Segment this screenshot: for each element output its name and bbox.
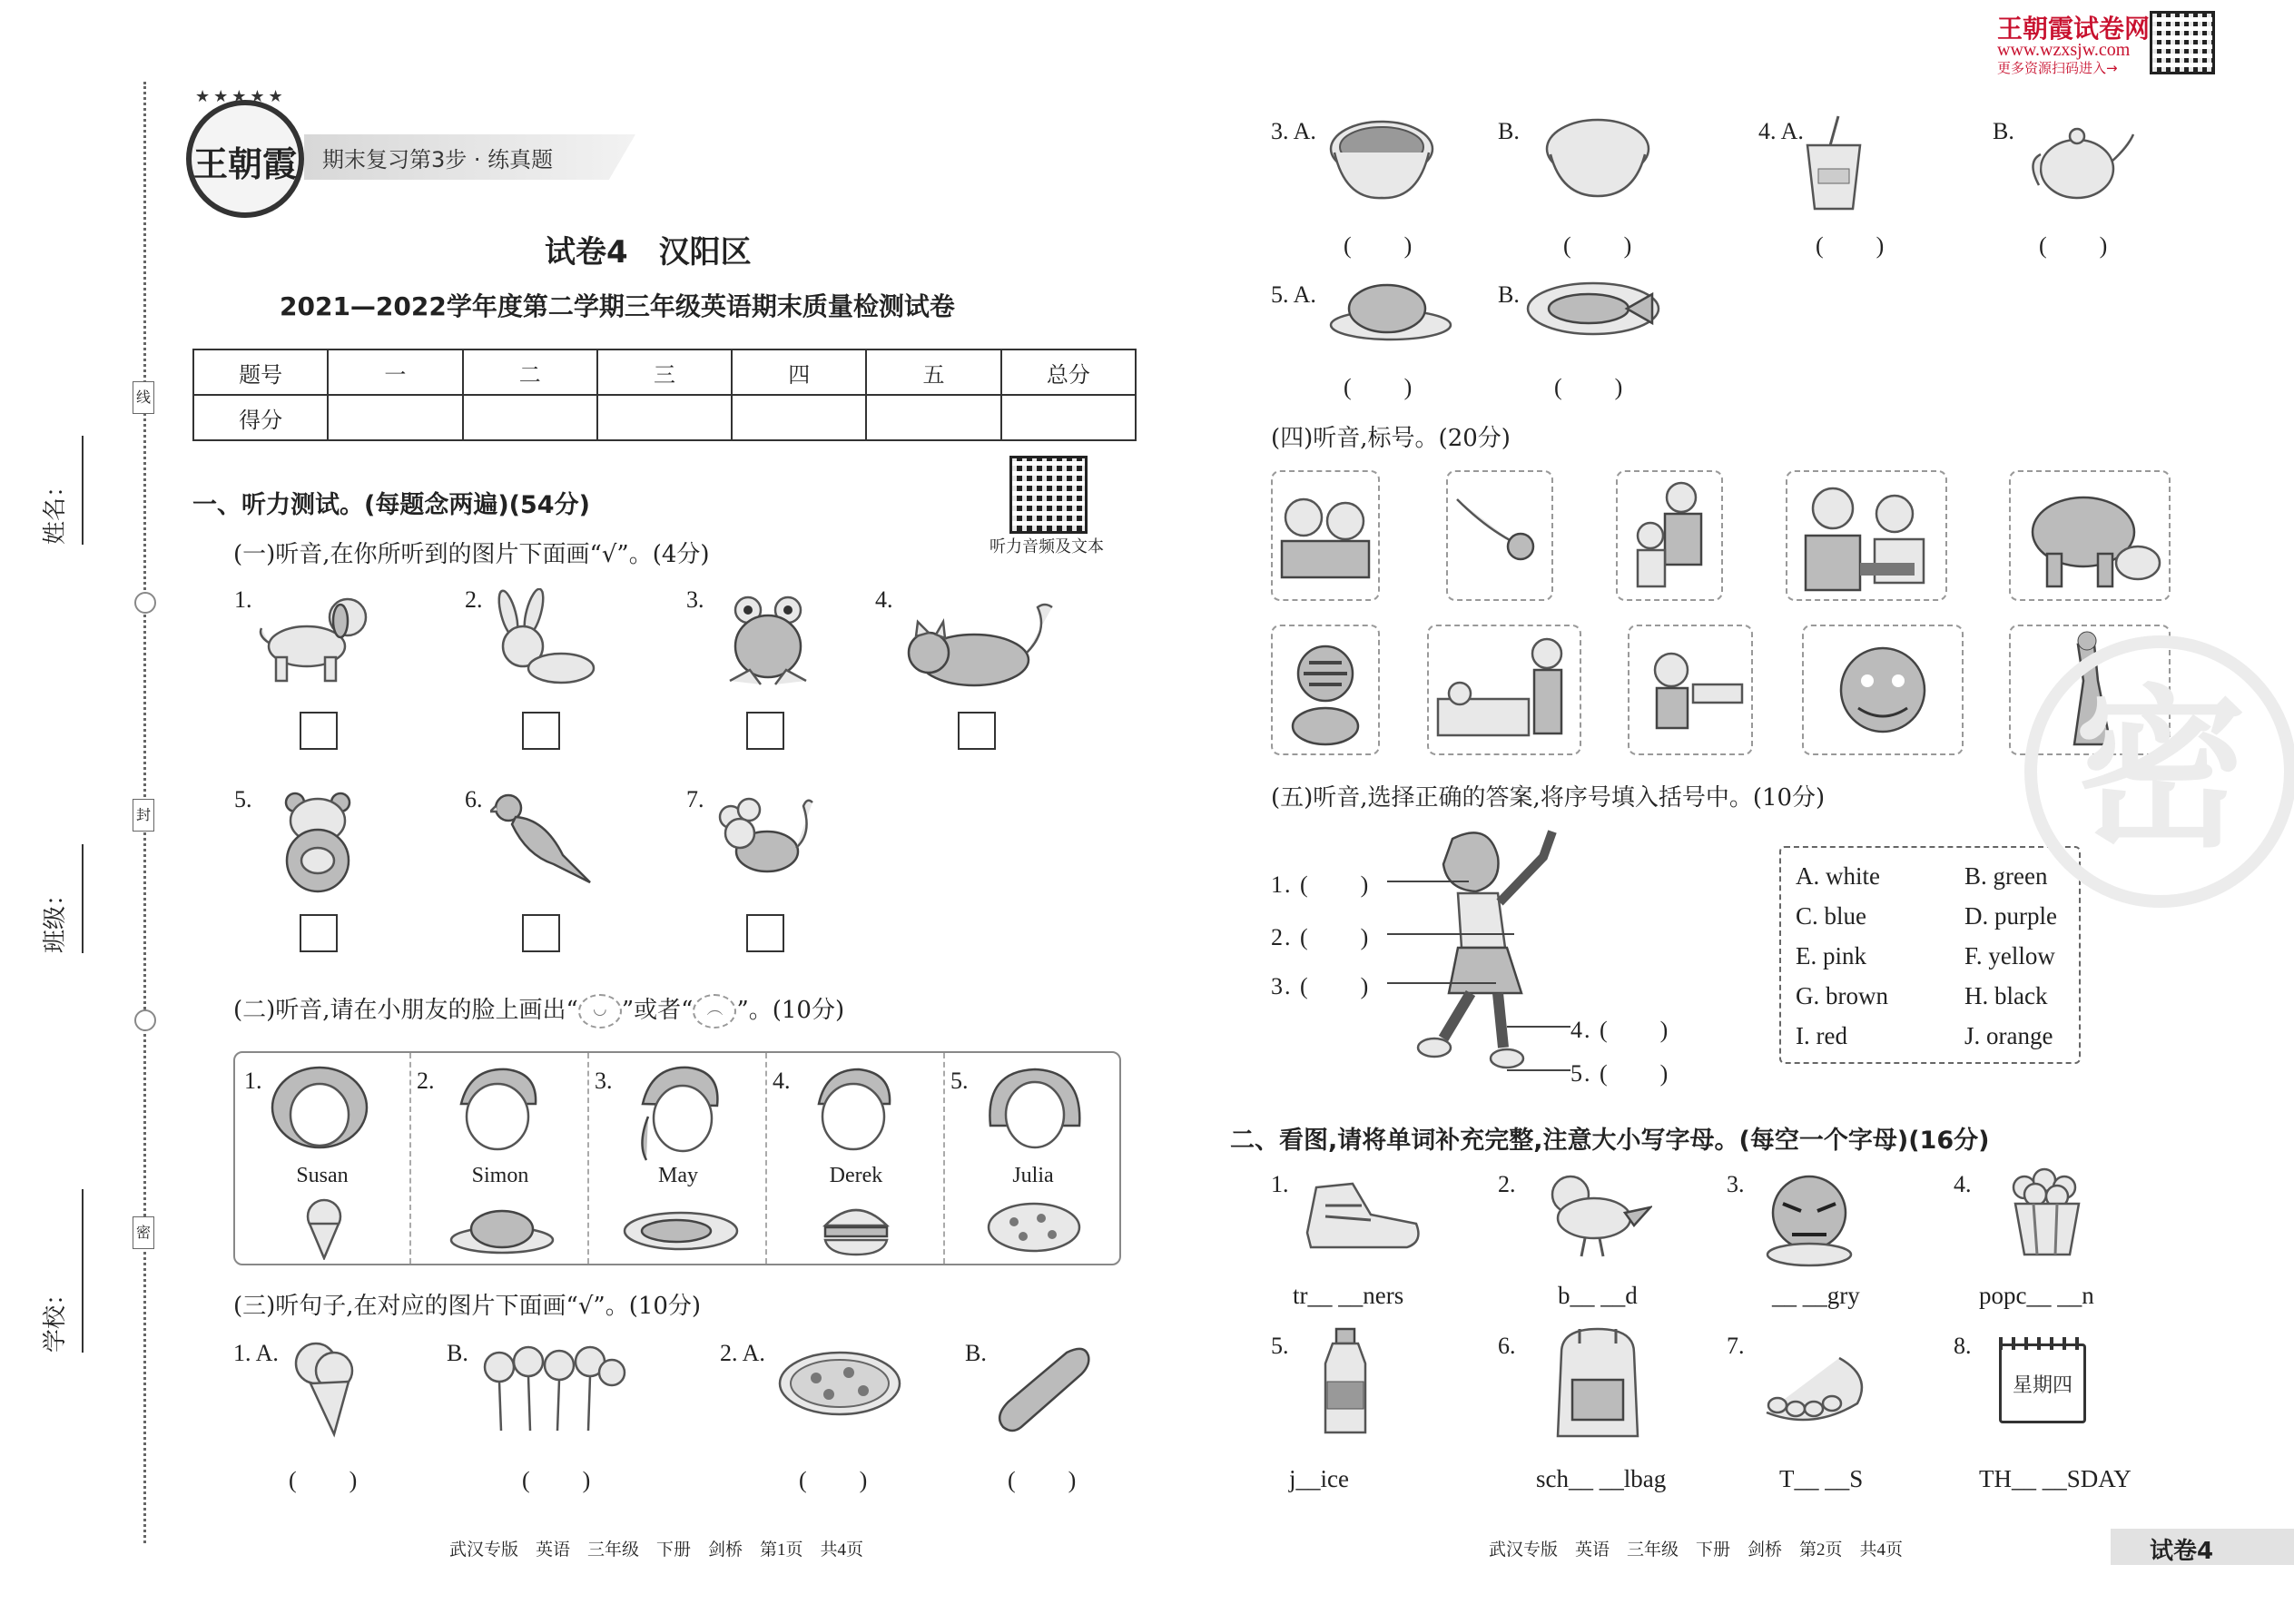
- picture-card[interactable]: [2009, 470, 2171, 601]
- pizza-icon: [987, 1200, 1081, 1255]
- answer-checkbox[interactable]: [746, 712, 784, 750]
- option-item: H. black: [1964, 982, 2048, 1009]
- part2-title-post: ”。(10分): [736, 997, 845, 1024]
- secret-watermark: 密: [2024, 635, 2294, 908]
- site-hint: 更多资源扫码进入→: [1997, 60, 2118, 76]
- blank-1[interactable]: 1. ( ): [1271, 871, 1371, 898]
- kid-name: Susan: [296, 1164, 349, 1187]
- seal-label-seal: 封: [133, 799, 154, 832]
- elephants-icon: [2011, 472, 2169, 599]
- answer-paren[interactable]: ( ): [1344, 374, 1414, 400]
- page-title: 试卷4 汉阳区: [545, 234, 752, 271]
- kid-number: 4.: [773, 1068, 791, 1094]
- girl-face-icon[interactable]: [985, 1062, 1085, 1153]
- child-desk-icon: [1629, 626, 1751, 753]
- answer-paren[interactable]: ( ): [1816, 232, 1886, 259]
- answer-checkbox[interactable]: [958, 712, 996, 750]
- item-number: 3.: [1727, 1171, 1745, 1197]
- toes-icon: [1757, 1340, 1876, 1431]
- score-cell: 总分: [1001, 349, 1136, 395]
- answer-paren[interactable]: ( ): [522, 1467, 593, 1493]
- site-url: www.wzxsjw.com: [1997, 40, 2131, 60]
- answer-paren[interactable]: ( ): [1344, 232, 1414, 259]
- seal-label-secret: 密: [133, 1216, 154, 1249]
- kid-number: 1.: [244, 1068, 262, 1094]
- word-blank[interactable]: j__ice: [1289, 1465, 1349, 1492]
- qr-caption: 听力音频及文本: [989, 537, 1104, 556]
- schoolbag-icon: [1543, 1325, 1652, 1443]
- fish-dish-icon: [622, 1204, 740, 1255]
- score-cell: 题号: [193, 349, 328, 395]
- option-label: B.: [1498, 281, 1520, 308]
- noodles-bowl-icon: [1327, 113, 1436, 203]
- answer-paren[interactable]: ( ): [1554, 374, 1625, 400]
- option-label: 2. A.: [720, 1340, 765, 1366]
- item-number: 2.: [1498, 1171, 1516, 1197]
- juice-bottle-icon: [1318, 1327, 1373, 1436]
- trainers-icon: [1298, 1169, 1425, 1260]
- score-input[interactable]: [463, 395, 597, 440]
- lollipops-icon: [481, 1343, 626, 1434]
- footer-left: 武汉专版 英语 三年级 下册 剑桥 第1页 共4页: [449, 1540, 864, 1560]
- answer-checkbox[interactable]: [300, 914, 338, 952]
- answer-paren[interactable]: ( ): [2039, 232, 2110, 259]
- class-field[interactable]: [36, 772, 73, 953]
- word-blank[interactable]: TH__ __SDAY: [1979, 1465, 2132, 1492]
- teapot-icon: [2026, 113, 2135, 203]
- item-number: 1.: [234, 586, 252, 613]
- site-name: 王朝霞试卷网: [1997, 14, 2151, 44]
- kid-number: 5.: [950, 1068, 969, 1094]
- score-cell: 三: [597, 349, 732, 395]
- score-input[interactable]: [597, 395, 732, 440]
- item-number: 7.: [686, 786, 704, 812]
- pointer-line: [1387, 933, 1514, 935]
- word-blank[interactable]: b__ __d: [1558, 1282, 1638, 1309]
- binding-circle: [134, 592, 156, 614]
- ice-cream-icon: [289, 1338, 361, 1438]
- picture-card[interactable]: [1616, 470, 1723, 601]
- item-number: 5.: [1271, 1333, 1289, 1359]
- part3-title: (三)听句子,在对应的图片下面画“√”。(10分): [233, 1293, 702, 1320]
- mouse-picture-icon: [713, 797, 822, 888]
- kid-card: [767, 1051, 945, 1265]
- score-input[interactable]: [732, 395, 866, 440]
- blank-4[interactable]: 4. ( ): [1570, 1017, 1670, 1043]
- score-input[interactable]: [328, 395, 462, 440]
- hamster-picture-icon: [277, 788, 359, 897]
- part2-title: [233, 991, 844, 1029]
- kid-name: Simon: [471, 1164, 529, 1187]
- kid-number: 3.: [595, 1068, 613, 1094]
- item-number: 4.: [1954, 1171, 1972, 1197]
- score-cell: 得分: [193, 395, 328, 440]
- ice-cream-icon: [297, 1196, 351, 1260]
- item-number: 3.: [686, 586, 704, 613]
- binding-circle: [134, 1009, 156, 1031]
- name-field[interactable]: [36, 363, 73, 545]
- footer-tab: 试卷4: [2150, 1538, 2214, 1565]
- cat-picture-icon: [903, 595, 1058, 694]
- sad-face-icon: ︵: [693, 994, 736, 1029]
- option-label: B.: [1993, 118, 2014, 144]
- school-field[interactable]: [36, 1117, 73, 1353]
- option-item: B. green: [1964, 862, 2048, 890]
- class-label: 班级：: [42, 881, 69, 953]
- picture-card[interactable]: [1427, 625, 1581, 755]
- picture-card[interactable]: [1802, 625, 1964, 755]
- option-item: I. red: [1796, 1022, 1847, 1049]
- kid-name: Derek: [829, 1164, 883, 1187]
- pointer-line: [1507, 1069, 1570, 1071]
- item-number: 8.: [1954, 1333, 1972, 1359]
- fish-dish-icon: [1525, 272, 1661, 345]
- kid-card: [589, 1051, 767, 1265]
- option-label: 3. A.: [1271, 118, 1316, 144]
- boy-face-icon[interactable]: [452, 1064, 543, 1155]
- option-item: G. brown: [1796, 982, 1888, 1009]
- hand-apple-icon: [1448, 472, 1551, 599]
- smile-face-icon: ◡: [578, 994, 622, 1029]
- answer-paren[interactable]: ( ): [799, 1467, 870, 1493]
- calendar-text: 星期四: [2012, 1374, 2072, 1397]
- word-blank[interactable]: __ __gry: [1772, 1282, 1860, 1309]
- option-item: J. orange: [1964, 1022, 2053, 1049]
- bed-scene-icon: [1429, 626, 1580, 753]
- blank-3[interactable]: 3. ( ): [1271, 973, 1371, 999]
- word-blank[interactable]: popc__ __n: [1979, 1282, 2094, 1309]
- item-number: 2.: [465, 586, 483, 613]
- dog-picture-icon: [252, 590, 379, 690]
- pointer-line: [1387, 982, 1496, 984]
- score-cell: 五: [866, 349, 1000, 395]
- tiger-face-icon: [1804, 626, 1962, 753]
- answer-paren[interactable]: ( ): [289, 1467, 359, 1493]
- logo-stars: ★★★★★: [195, 87, 287, 106]
- logo-text: 王朝霞: [192, 143, 297, 184]
- bird-picture-icon: [490, 792, 599, 891]
- juice-cup-icon: [1802, 113, 1866, 212]
- word-blank[interactable]: tr__ __ners: [1293, 1282, 1404, 1309]
- frog-picture-icon: [723, 590, 813, 690]
- option-label: B.: [447, 1340, 468, 1366]
- answer-checkbox[interactable]: [300, 712, 338, 750]
- part5-title: (五)听音,选择正确的答案,将序号填入括号中。(10分): [1271, 784, 1826, 812]
- part1-title: (一)听音,在你所听到的图片下面画“√”。(4分): [233, 541, 710, 568]
- kid-name: Julia: [1012, 1164, 1054, 1187]
- step-badge-text: 期末复习第3步 · 练真题: [322, 147, 554, 172]
- picture-card[interactable]: [1628, 625, 1753, 755]
- option-label: 4. A.: [1758, 118, 1804, 144]
- bird-icon: [1534, 1167, 1652, 1258]
- seal-label-line: 线: [133, 381, 154, 414]
- score-table: [192, 349, 1137, 441]
- option-item: C. blue: [1796, 902, 1866, 930]
- item-number: 4.: [875, 586, 893, 613]
- boy-face-icon[interactable]: [808, 1064, 899, 1155]
- girl-face-icon[interactable]: [270, 1064, 369, 1155]
- kid-card: [945, 1051, 1121, 1265]
- kid-card: [411, 1051, 589, 1265]
- two-people-icon: [1273, 472, 1378, 599]
- option-label: 1. A.: [233, 1340, 279, 1366]
- name-label: 姓名：: [42, 473, 69, 545]
- kid-name: May: [658, 1164, 698, 1187]
- picture-card[interactable]: [1786, 470, 1947, 601]
- answer-paren[interactable]: ( ): [1563, 232, 1634, 259]
- page-subtitle: 2021—2022学年度第二学期三年级英语期末质量检测试卷: [280, 291, 955, 321]
- score-cell: 二: [463, 349, 597, 395]
- score-header-row: [193, 349, 1136, 395]
- item-number: 7.: [1727, 1333, 1745, 1359]
- hamburger-icon: [820, 1198, 892, 1258]
- kid-number: 2.: [417, 1068, 435, 1094]
- chicken-dish-icon: [1327, 272, 1454, 345]
- girl-face-icon[interactable]: [630, 1062, 730, 1162]
- girl-figure-icon: [1389, 821, 1589, 1075]
- qr-code-icon: [1009, 456, 1088, 534]
- kid-card: [233, 1051, 411, 1265]
- score-input[interactable]: [1001, 395, 1136, 440]
- part4-title: (四)听音,标号。(20分): [1271, 425, 1511, 452]
- rabbit-picture-icon: [490, 588, 599, 690]
- section2-title: 二、看图,请将单词补充完整,注意大小写字母。(每空一个字母)(16分): [1230, 1127, 1990, 1155]
- family-icon: [1618, 472, 1721, 599]
- word-blank[interactable]: sch__ __lbag: [1536, 1465, 1667, 1492]
- option-item: F. yellow: [1964, 942, 2055, 969]
- section1-title: 一、听力测试。(每题念两遍)(54分): [192, 491, 590, 519]
- item-number: 6.: [465, 786, 483, 812]
- tiger-icon: [1273, 626, 1378, 753]
- answer-paren[interactable]: ( ): [1008, 1467, 1078, 1493]
- bread-icon: [994, 1343, 1094, 1434]
- option-item: E. pink: [1796, 942, 1866, 969]
- score-value-row: [193, 395, 1136, 440]
- picture-card[interactable]: [1446, 470, 1553, 601]
- score-input[interactable]: [866, 395, 1000, 440]
- pizza-icon: [776, 1347, 903, 1420]
- site-qr-icon[interactable]: [2150, 11, 2215, 74]
- picture-card[interactable]: [1271, 625, 1380, 755]
- pointer-line: [1387, 881, 1469, 882]
- option-label: B.: [965, 1340, 987, 1366]
- score-cell: 一: [328, 349, 462, 395]
- answer-checkbox[interactable]: [522, 712, 560, 750]
- answer-checkbox[interactable]: [522, 914, 560, 952]
- school-label: 学校：: [42, 1281, 69, 1353]
- part2-title-mid: ”或者“: [621, 997, 694, 1024]
- item-number: 6.: [1498, 1333, 1516, 1359]
- angry-tiger-icon: [1750, 1167, 1868, 1267]
- logo: [186, 100, 304, 218]
- picture-card[interactable]: [1271, 470, 1380, 601]
- option-item: D. purple: [1964, 902, 2057, 930]
- word-blank[interactable]: T__ __S: [1779, 1465, 1864, 1492]
- blank-5[interactable]: 5. ( ): [1570, 1060, 1670, 1087]
- popcorn-icon: [2006, 1167, 2088, 1258]
- answer-checkbox[interactable]: [746, 914, 784, 952]
- footer-right: 武汉专版 英语 三年级 下册 剑桥 第2页 共4页: [1489, 1540, 1904, 1560]
- score-cell: 四: [732, 349, 866, 395]
- item-number: 5.: [234, 786, 252, 812]
- item-number: 1.: [1271, 1171, 1289, 1197]
- option-item: A. white: [1796, 862, 1880, 890]
- option-label: B.: [1498, 118, 1520, 144]
- option-label: 5. A.: [1271, 281, 1316, 308]
- part2-title-pre: (二)听音,请在小朋友的脸上画出“: [233, 997, 578, 1024]
- rice-bowl-icon: [1543, 113, 1652, 203]
- blank-2[interactable]: 2. ( ): [1271, 924, 1371, 950]
- eating-people-icon: [1787, 472, 1945, 599]
- chicken-dish-icon: [448, 1202, 556, 1256]
- pointer-line: [1507, 1026, 1570, 1028]
- calendar-icon: [1999, 1343, 2086, 1423]
